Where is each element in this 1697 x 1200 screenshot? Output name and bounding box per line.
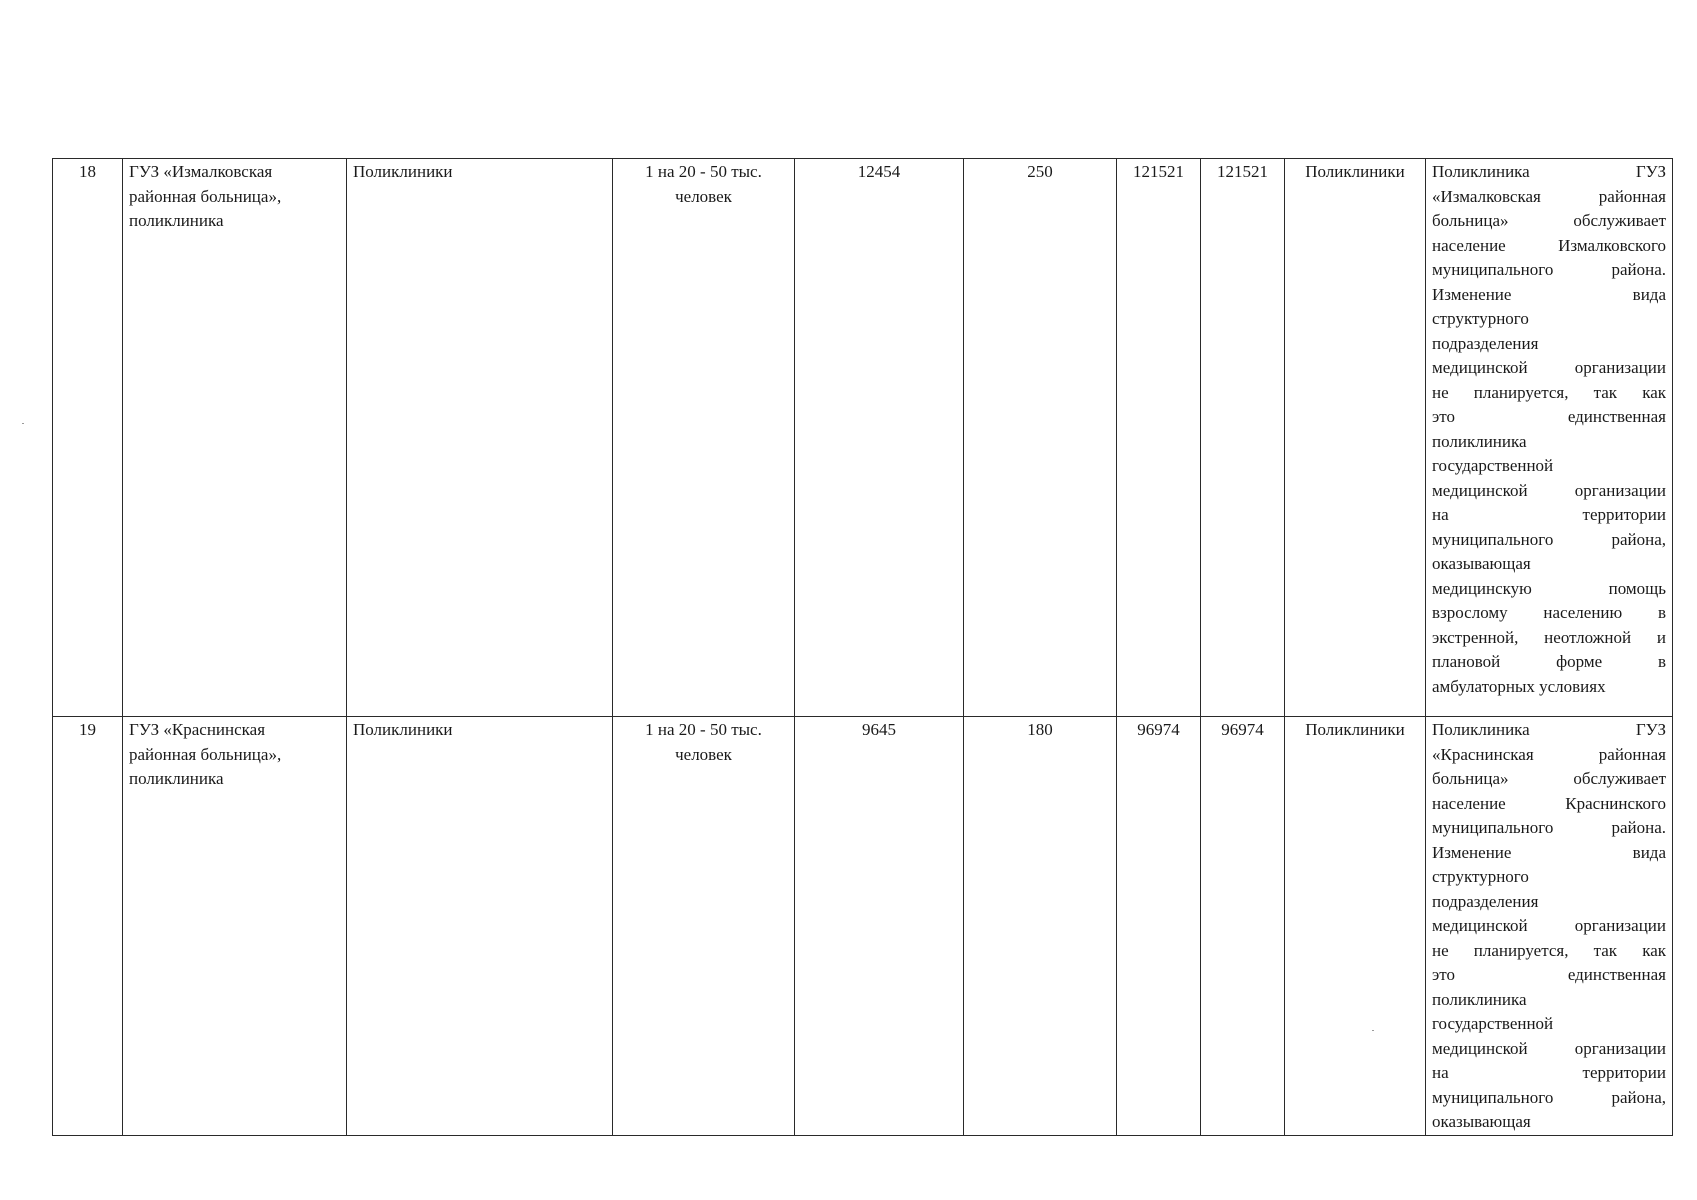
description: Поликлиника ГУЗ «Краснинская районная больница» обслуживает население Краснинского муниципального района. Изменение вида структурного подразделения медицинской организации не планируется, так как это единственная поликлиника государственной медицинской организации на территории муниципального района, оказывающая — [1426, 717, 1673, 1136]
coverage-norm: 1 на 20 - 50 тыс. человек — [613, 159, 795, 717]
table-row — [53, 159, 1673, 717]
facility-type-2: Поликлиники — [1285, 159, 1426, 717]
value-d: 96974 — [1201, 717, 1285, 1136]
scan-speck — [22, 423, 24, 424]
facility-type: Поликлиники — [347, 717, 613, 1136]
row-number: 18 — [53, 159, 123, 717]
value-a: 9645 — [795, 717, 964, 1136]
table-row — [53, 717, 1673, 1136]
coverage-norm: 1 на 20 - 50 тыс. человек — [613, 717, 795, 1136]
institution-name: ГУЗ «Измалковская районная больница», поликлиника — [123, 159, 347, 717]
value-b: 250 — [964, 159, 1117, 717]
value-d: 121521 — [1201, 159, 1285, 717]
row-number: 19 — [53, 717, 123, 1136]
value-b: 180 — [964, 717, 1117, 1136]
facility-type: Поликлиники — [347, 159, 613, 717]
scan-speck — [1372, 1030, 1374, 1031]
description: Поликлиника ГУЗ «Измалковская районная больница» обслуживает население Измалковского муниципального района. Изменение вида структурного подразделения медицинской организации не планируется, так как это единственная поликлиника государственной медицинской организации на территории муниципального района, оказывающая медицинскую помощь взрослому населению в экстренной, неотложной и плановой форме в амбулаторных условиях — [1426, 159, 1673, 717]
value-a: 12454 — [795, 159, 964, 717]
facility-type-2: Поликлиники — [1285, 717, 1426, 1136]
value-c: 96974 — [1117, 717, 1201, 1136]
institution-name: ГУЗ «Краснинская районная больница», поликлиника — [123, 717, 347, 1136]
value-c: 121521 — [1117, 159, 1201, 717]
facility-table — [52, 158, 1673, 1136]
